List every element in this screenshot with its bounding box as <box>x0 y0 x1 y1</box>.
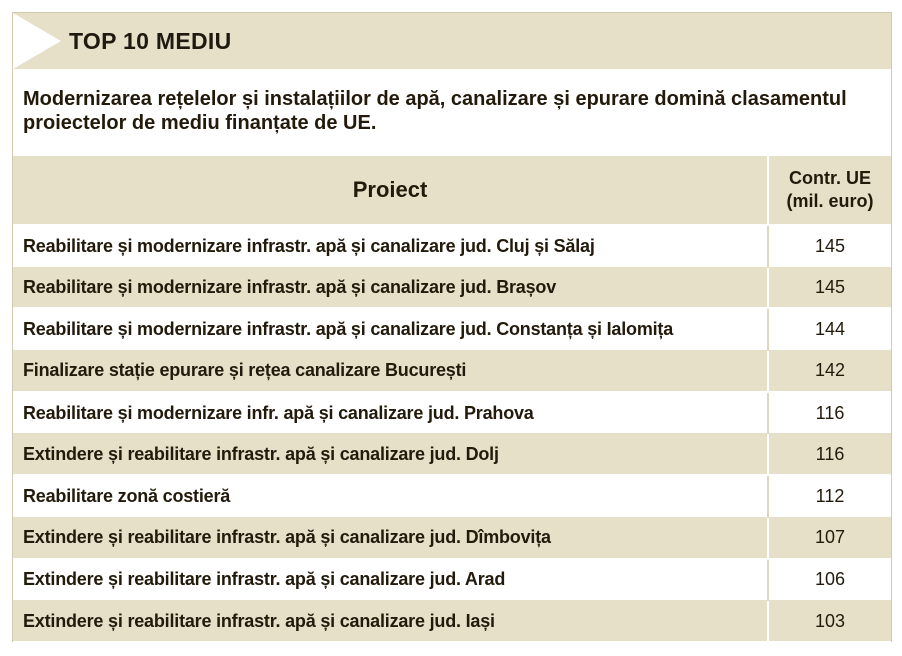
table-row <box>13 476 891 518</box>
row-project: Reabilitare și modernizare infrastr. apă și canalizare jud. Constanța și Ialomița <box>13 309 769 351</box>
table-row <box>13 434 891 476</box>
banner <box>13 13 891 69</box>
row-project: Extindere și reabilitare infrastr. apă și canalizare jud. Dîmbovița <box>13 518 769 560</box>
table-header-row <box>13 156 891 226</box>
row-value: 145 <box>769 226 891 268</box>
header-value <box>769 156 891 226</box>
table-row <box>13 518 891 560</box>
row-project: Reabilitare zonă costieră <box>13 476 769 518</box>
header-project: Proiect <box>13 156 769 226</box>
table-row <box>13 351 891 393</box>
table-row <box>13 393 891 435</box>
row-value: 142 <box>769 351 891 393</box>
table-row <box>13 268 891 310</box>
subtitle: Modernizarea rețelelor și instalațiilor de apă, canalizare și epurare domină clasamentul proiectelor de mediu finanțate de UE. <box>23 88 847 134</box>
row-value: 103 <box>769 601 891 643</box>
row-project: Extindere și reabilitare infrastr. apă și canalizare jud. Dolj <box>13 434 769 476</box>
header-value-line2: (mil. euro) <box>786 191 874 211</box>
row-project: Finalizare stație epurare și rețea canalizare București <box>13 351 769 393</box>
table-row <box>13 309 891 351</box>
row-value: 107 <box>769 518 891 560</box>
table-row <box>13 601 891 643</box>
row-value: 112 <box>769 476 891 518</box>
row-project: Reabilitare și modernizare infrastr. apă și canalizare jud. Cluj și Sălaj <box>13 226 769 268</box>
row-project: Reabilitare și modernizare infrastr. apă și canalizare jud. Brașov <box>13 268 769 310</box>
row-project: Extindere și reabilitare infrastr. apă și canalizare jud. Arad <box>13 560 769 602</box>
projects-table <box>13 156 891 643</box>
header-value-line1: Contr. UE <box>788 168 871 188</box>
row-value: 145 <box>769 268 891 310</box>
row-value: 116 <box>769 393 891 435</box>
row-project: Reabilitare și modernizare infr. apă și canalizare jud. Prahova <box>13 393 769 435</box>
row-value: 144 <box>769 309 891 351</box>
top10-card <box>12 12 892 642</box>
row-value: 106 <box>769 560 891 602</box>
table-row <box>13 226 891 268</box>
row-project: Extindere și reabilitare infrastr. apă și canalizare jud. Iași <box>13 601 769 643</box>
banner-title: TOP 10 MEDIU <box>69 28 232 54</box>
arrow-icon <box>13 13 61 69</box>
row-value: 116 <box>769 434 891 476</box>
table-row <box>13 560 891 602</box>
